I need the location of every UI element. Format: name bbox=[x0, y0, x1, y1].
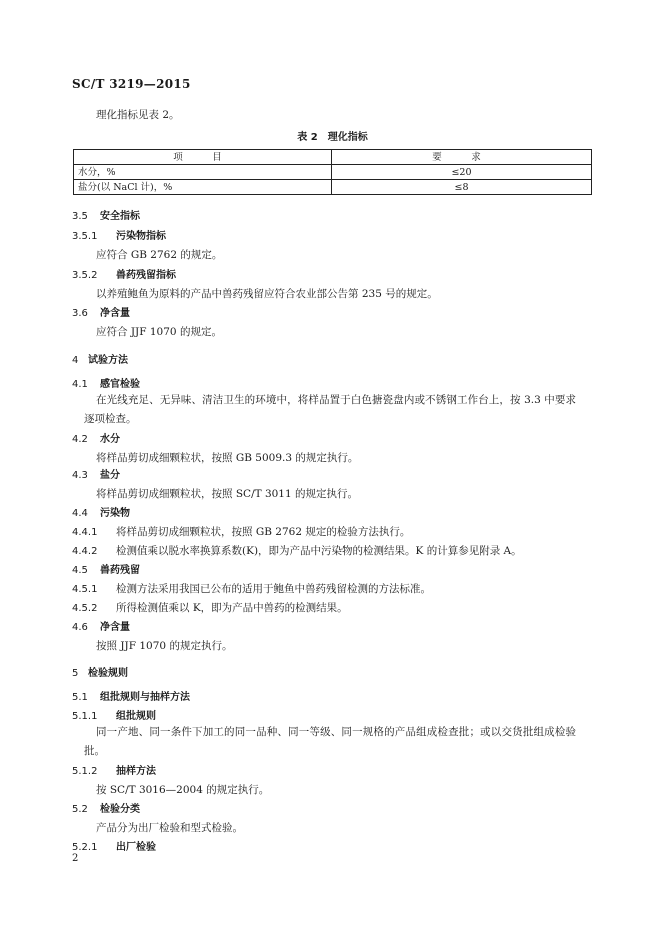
table-caption: 表 2 理化指标 bbox=[297, 132, 368, 143]
section-body: 按 SC/T 3016—2004 的规定执行。 bbox=[96, 784, 270, 796]
section-title: 安全指标 bbox=[100, 211, 140, 222]
section-number: 3.6 bbox=[72, 308, 88, 319]
table-header-requirement: 要 求 bbox=[332, 150, 592, 165]
section-heading bbox=[72, 506, 130, 521]
section-number: 3.5.2 bbox=[72, 270, 98, 281]
section-number: 3.5 bbox=[72, 211, 88, 222]
section-item bbox=[72, 582, 431, 597]
section-item bbox=[72, 525, 410, 540]
table-row bbox=[74, 180, 592, 195]
section-heading bbox=[72, 840, 156, 855]
section-body: 将样品剪切成细颗粒状，按照 GB 2762 规定的检验方法执行。 bbox=[116, 526, 411, 538]
section-number: 5.2.1 bbox=[72, 842, 98, 853]
section-title: 组批规则与抽样方法 bbox=[100, 692, 190, 703]
section-number: 4.5.2 bbox=[72, 603, 98, 614]
page-number: 2 bbox=[72, 853, 79, 864]
section-body: 所得检测值乘以 K，即为产品中兽药的检测结果。 bbox=[116, 602, 348, 614]
section-body: 在光线充足、无异味、清洁卫生的环境中，将样品置于白色搪瓷盘内或不锈钢工作台上，按 3.3 中要求逐项检查。 bbox=[84, 394, 576, 425]
physicochemical-table bbox=[73, 149, 592, 195]
section-number: 4 bbox=[72, 355, 79, 366]
section-number: 4.5.1 bbox=[72, 584, 98, 595]
section-title: 兽药残留 bbox=[100, 565, 140, 576]
section-body: 产品分为出厂检验和型式检验。 bbox=[96, 822, 243, 834]
section-title: 抽样方法 bbox=[116, 766, 156, 777]
section-number: 4.5 bbox=[72, 565, 88, 576]
section-number: 5.1.1 bbox=[72, 711, 98, 722]
section-heading bbox=[72, 432, 120, 447]
section-number: 4.6 bbox=[72, 622, 88, 633]
chapter-heading bbox=[72, 666, 128, 681]
section-title: 污染物 bbox=[100, 508, 130, 519]
section-heading bbox=[72, 690, 190, 705]
section-heading bbox=[72, 764, 156, 779]
table-cell-requirement: ≤20 bbox=[332, 165, 592, 180]
section-title: 净含量 bbox=[100, 308, 130, 319]
section-heading bbox=[72, 377, 140, 392]
section-number: 4.4.2 bbox=[72, 546, 98, 557]
section-heading bbox=[72, 209, 140, 224]
section-body: 以养殖鲍鱼为原料的产品中兽药残留应符合农业部公告第 235 号的规定。 bbox=[96, 288, 438, 300]
section-body: 应符合 JJF 1070 的规定。 bbox=[96, 326, 222, 338]
section-heading bbox=[72, 268, 176, 283]
section-number: 4.1 bbox=[72, 379, 88, 390]
section-heading bbox=[72, 563, 140, 578]
section-item bbox=[72, 544, 522, 559]
section-title: 污染物指标 bbox=[116, 231, 166, 242]
section-number: 4.3 bbox=[72, 470, 88, 481]
section-heading bbox=[72, 709, 156, 724]
section-title: 兽药残留指标 bbox=[116, 270, 176, 281]
section-item bbox=[72, 601, 348, 616]
section-body: 同一产地、同一条件下加工的同一品种、同一等级、同一规格的产品组成检查批；或以交货批组成检验批。 bbox=[84, 726, 576, 757]
section-number: 4.2 bbox=[72, 434, 88, 445]
table-header-row bbox=[74, 150, 592, 165]
section-title: 水分 bbox=[100, 434, 120, 445]
table-cell-requirement: ≤8 bbox=[332, 180, 592, 195]
section-heading bbox=[72, 802, 140, 817]
section-title: 感官检验 bbox=[100, 379, 140, 390]
table-header-item: 项 目 bbox=[74, 150, 332, 165]
section-heading bbox=[72, 620, 130, 635]
section-body: 检测值乘以脱水率换算系数(K)，即为产品中污染物的检测结果。K 的计算参见附录 A。 bbox=[116, 545, 522, 557]
section-heading bbox=[72, 468, 120, 483]
section-body: 按照 JJF 1070 的规定执行。 bbox=[96, 640, 233, 652]
section-body: 检测方法采用我国已公布的适用于鲍鱼中兽药残留检测的方法标准。 bbox=[116, 583, 431, 595]
section-number: 5.1 bbox=[72, 692, 88, 703]
table-cell-item: 盐分(以 NaCl 计)，% bbox=[74, 180, 332, 195]
section-body: 将样品剪切成细颗粒状，按照 GB 5009.3 的规定执行。 bbox=[96, 452, 359, 464]
section-title: 检验分类 bbox=[100, 804, 140, 815]
section-number: 4.4 bbox=[72, 508, 88, 519]
table-row bbox=[74, 165, 592, 180]
section-number: 5.2 bbox=[72, 804, 88, 815]
table-cell-item: 水分，% bbox=[74, 165, 332, 180]
section-body: 将样品剪切成细颗粒状，按照 SC/T 3011 的规定执行。 bbox=[96, 488, 359, 500]
chapter-heading bbox=[72, 353, 128, 368]
section-number: 5 bbox=[72, 668, 79, 679]
section-title: 组批规则 bbox=[116, 711, 156, 722]
section-number: 4.4.1 bbox=[72, 527, 98, 538]
section-title: 净含量 bbox=[100, 622, 130, 633]
intro-line: 理化指标见表 2。 bbox=[96, 109, 180, 121]
section-title: 检验规则 bbox=[88, 668, 128, 679]
section-title: 盐分 bbox=[100, 470, 120, 481]
section-heading bbox=[72, 229, 166, 244]
section-title: 出厂检验 bbox=[116, 842, 156, 853]
section-title: 试验方法 bbox=[88, 355, 128, 366]
section-number: 5.1.2 bbox=[72, 766, 98, 777]
section-heading bbox=[72, 306, 130, 321]
section-body: 应符合 GB 2762 的规定。 bbox=[96, 249, 223, 261]
section-number: 3.5.1 bbox=[72, 231, 98, 242]
document-id: SC/T 3219—2015 bbox=[72, 77, 191, 91]
